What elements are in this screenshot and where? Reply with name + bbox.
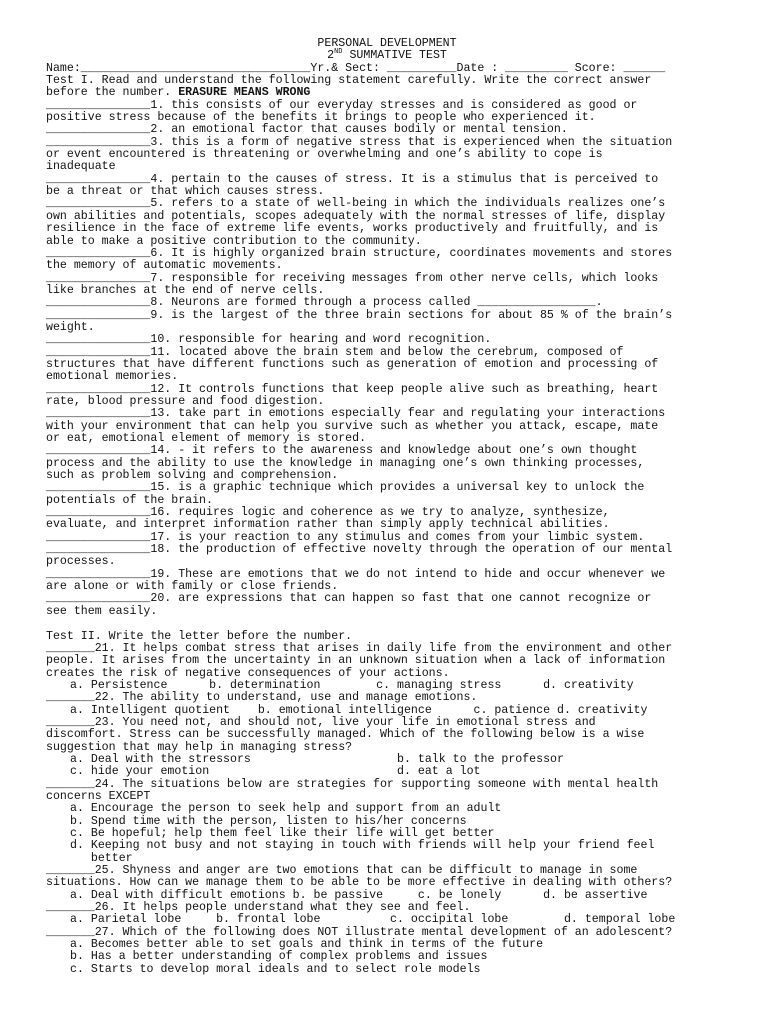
- test2-question-22: _______22. The ability to understand, use and manage emotions.: [46, 691, 478, 705]
- section-spacer: [46, 618, 728, 630]
- test1-item-10: _______________10. responsible for hearing and word recognition.: [46, 333, 492, 347]
- test2-q24-option-d: d. Keeping not busy and not staying in touch with friends will help your friend feel better: [70, 839, 655, 865]
- test1-item-15: _______________15. is a graphic technique which provides a universal key to unlock the potentials of the brain.: [46, 481, 645, 507]
- subtitle-ordinal: 2: [327, 49, 335, 63]
- student-info-line: Name:_________________________________Yr.& Sect: __________Date : _________ Score: ______: [46, 61, 666, 75]
- test2-question-21: _______21. It helps combat stress that arises in daily life from the environment and other people. It arises from the uncertainty in an unknown situation when a lack of information creates the risk of negative consequences of your actions.: [46, 641, 673, 680]
- test1-item-2: _______________2. an emotional factor that causes bodily or mental tension.: [46, 123, 568, 137]
- test1-item-6: _______________6. It is highly organized brain structure, coordinates movements and stores the memory of automatic movements.: [46, 246, 673, 273]
- subtitle-superscript: ND: [334, 48, 343, 57]
- document-title: PERSONAL DEVELOPMENT: [317, 37, 457, 50]
- test2-q21-options: a. Persistence b. determination c. managing stress d. creativity: [70, 678, 634, 692]
- test2-question-27: _______27. Which of the following does NOT illustrate mental development of an adolescent?: [46, 925, 673, 939]
- test1-instructions-prefix: before the number.: [46, 86, 179, 100]
- test2-q23-options-row1: a. Deal with the stressors b. talk to the professor: [70, 752, 564, 766]
- test1-item-18: _______________18. the production of effective novelty through the operation of our mental processes.: [46, 543, 673, 569]
- test1-instructions: Test I. Read and understand the following statement carefully. Write the correct answer: [46, 74, 652, 88]
- test2-q24-option-a: a. Encourage the person to seek help and support from an adult: [70, 802, 502, 816]
- test2-q24-option-b: b. Spend time with the person, listen to his/her concerns: [70, 814, 467, 828]
- test1-item-19: _______________19. These are emotions that we do not intend to hide and occur whenever we are alone or with family or close friends.: [46, 567, 666, 594]
- test1-item-4: _______________4. pertain to the causes of stress. It is a stimulus that is perceived to be a threat or that which causes stress.: [46, 172, 659, 199]
- test1-item-7: _______________7. responsible for receiving messages from other nerve cells, which looks like branches at the end of nerve cells.: [46, 271, 659, 297]
- subtitle-text: SUMMATIVE TEST: [342, 49, 447, 63]
- test2-q22-options: a. Intelligent quotient b. emotional intelligence c. patience d. creativity: [70, 703, 648, 717]
- test1-item-17: _______________17. is your reaction to any stimulus and comes from your limbic system.: [46, 530, 645, 544]
- test1-item-1: _______________1. this consists of our everyday stresses and is considered as good or positive stress because of the benefits it brings to people who experienced it.: [46, 98, 638, 125]
- test1-item-13: _______________13. take part in emotions especially fear and regulating your interactions with your environment that can help you survive such as whether you attack, escape, mate or eat, emotional element of memory is stored.: [46, 407, 666, 445]
- test2-q26-options: a. Parietal lobe b. frontal lobe c. occipital lobe d. temporal lobe: [70, 913, 676, 927]
- document-subtitle: [46, 50, 728, 62]
- test1-item-12: _______________12. It controls functions that keep people alive such as breathing, heart rate, blood pressure and food digestion.: [46, 382, 659, 408]
- test2-q25-options: a. Deal with difficult emotions b. be passive c. be lonely d. be assertive: [70, 888, 648, 902]
- test2-q27-option-c: c. Starts to develop moral ideals and to select role models: [70, 962, 481, 976]
- test2-q27-option-b: b. Has a better understanding of complex problems and issues: [70, 950, 488, 964]
- test2-question-24: _______24. The situations below are strategies for supporting someone with mental health concerns EXCEPT: [46, 777, 659, 803]
- test2-instructions: Test II. Write the letter before the number.: [46, 629, 353, 643]
- test1-item-3: _______________3. this is a form of negative stress that is experienced when the situation or event encountered is threatening or overwhelming and one’s ability to cope is inadequate: [46, 135, 673, 174]
- erasure-warning: ERASURE MEANS WRONG: [178, 86, 311, 100]
- test2-question-26: _______26. It helps people understand what they see and feel.: [46, 901, 471, 915]
- test1-item-20: _______________20. are expressions that can happen so fast that one cannot recognize or see them easily.: [46, 592, 652, 618]
- test2-q27-option-a: a. Becomes better able to set goals and think in terms of the future: [70, 938, 544, 952]
- test1-item-14: _______________14. - it refers to the awareness and knowledge about one’s own thought process and the ability to use the knowledge in managing one’s own thinking processes, such as problem solving and comprehension.: [46, 444, 645, 483]
- test2-q24-option-c: c. Be hopeful; help them feel like their life will get better: [70, 827, 495, 840]
- test1-item-9: _______________9. is the largest of the three brain sections for about 85 % of the brain’s weight.: [46, 308, 673, 334]
- test1-item-16: _______________16. requires logic and coherence as we try to analyze, synthesize, evaluate, and interpret information rather than simply apply technical abilities.: [46, 506, 610, 532]
- test1-instructions-cont: [46, 87, 728, 99]
- test2-question-23: _______23. You need not, and should not, live your life in emotional stress and discomfort. Stress can be successfully managed. Which of the following below is a wise suggestion that may help in managing stress?: [46, 715, 645, 754]
- test1-item-11: _______________11. located above the brain stem and below the cerebrum, composed of structures that have different functions such as generation of emotion and processing of emotional memories.: [46, 345, 659, 384]
- test1-item-8: _______________8. Neurons are formed through a process called _________________.: [46, 296, 603, 310]
- test1-item-5: _______________5. refers to a state of well-being in which the individuals realizes one’s own abilities and potentials, scopes adequately with the normal stresses of life, display resilience in the face of extreme life events, works productively and fruitfully, and is able to make a positive contribution to the community.: [46, 197, 666, 248]
- test2-q23-options-row2: c. hide your emotion d. eat a lot: [70, 765, 481, 779]
- test2-question-25: _______25. Shyness and anger are two emotions that can be difficult to manage in some situations. How can we manage them to be able to be more effective in dealing with others?: [46, 864, 673, 890]
